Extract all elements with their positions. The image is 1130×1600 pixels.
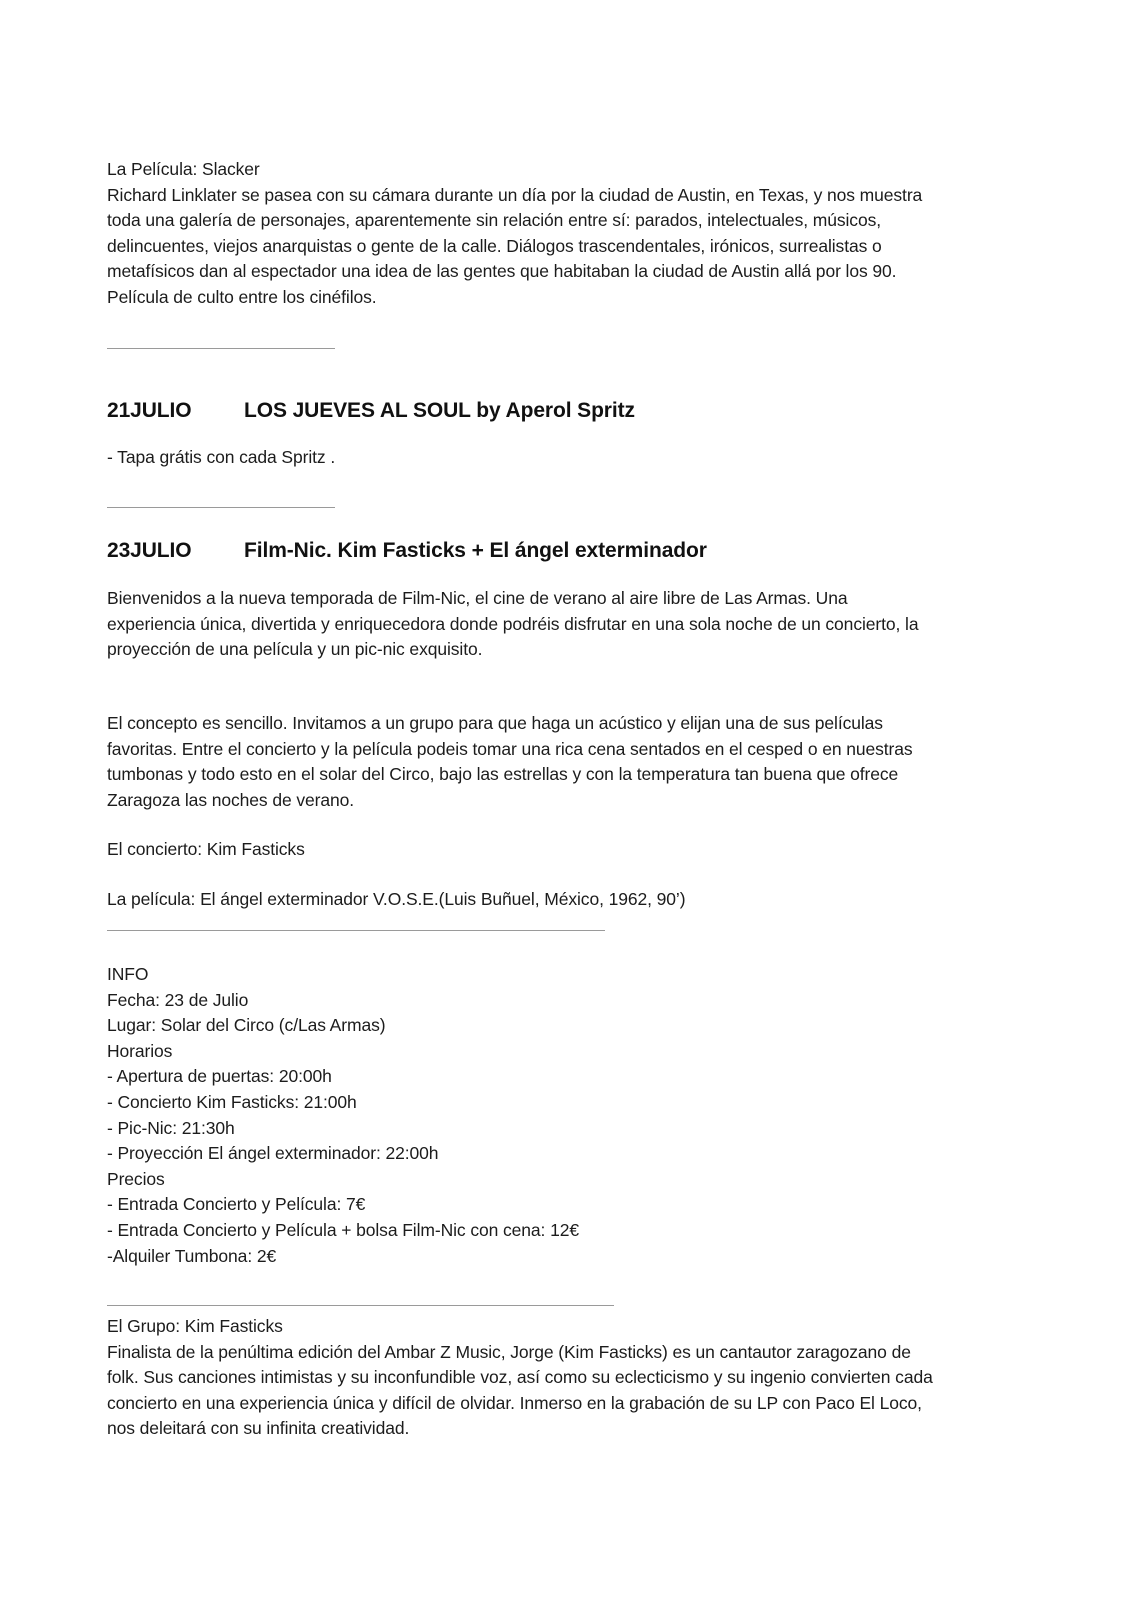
concept-line: Zaragoza las noches de verano. [107, 789, 355, 810]
intro-line: Bienvenidos a la nueva temporada de Film-Nic, el cine de verano al aire libre de Las Armas. Una [107, 588, 848, 608]
concept-line: tumbonas y todo esto en el solar del Circo, bajo las estrellas y con la temperatura tan buena que ofrece [107, 764, 899, 785]
slacker-section [107, 157, 1040, 311]
separator-line [107, 348, 335, 349]
slacker-line: toda una galería de personajes, aparentemente sin relación entre sí: parados, intelectuales, músicos, [107, 210, 881, 231]
info-section [107, 962, 1040, 1269]
slacker-line: Película de culto entre los cinéfilos. [107, 286, 377, 307]
separator-line [107, 507, 335, 508]
info-line: - Concierto Kim Fasticks: 21:00h [107, 1091, 357, 1112]
film-text: La película: El ángel exterminador V.O.S.E.(Luis Buñuel, México, 1962, 90’) [107, 889, 686, 909]
info-line: -Alquiler Tumbona: 2€ [107, 1245, 277, 1266]
concept-line: El concepto es sencillo. Invitamos a un grupo para que haga un acústico y elijan una de sus películas [107, 713, 883, 733]
info-line: Precios [107, 1168, 165, 1189]
group-line: concierto en una experiencia única y difícil de olvidar. Inmerso en la grabación de su LP con Paco El Loco, [107, 1392, 922, 1413]
event-heading [107, 538, 707, 564]
info-line: - Proyección El ángel exterminador: 22:00h [107, 1143, 439, 1164]
group-line: folk. Sus canciones intimistas y su inconfundible voz, así como su eclecticismo y su ingenio convierten cada [107, 1367, 933, 1388]
film-info [107, 887, 1040, 913]
event-heading [107, 398, 635, 424]
slacker-line: metafísicos dan al espectador una idea de las gentes que habitaban la ciudad de Austin allá por los 90. [107, 261, 897, 282]
separator-line [107, 1305, 614, 1306]
info-line: Horarios [107, 1040, 173, 1061]
info-line: - Entrada Concierto y Película: 7€ [107, 1194, 366, 1215]
separator-line [107, 930, 605, 931]
slacker-line: Richard Linklater se pasea con su cámara durante un día por la ciudad de Austin, en Texas, y nos muestra [107, 184, 923, 205]
info-line: Fecha: 23 de Julio [107, 989, 249, 1010]
concert-info [107, 837, 1040, 863]
event-note [107, 445, 1040, 471]
group-line: Finalista de la penúltima edición del Ambar Z Music, Jorge (Kim Fasticks) es un cantautor zaragozano de [107, 1341, 911, 1362]
group-line: nos deleitará con su infinita creatividad. [107, 1418, 410, 1439]
event-title: Film-Nic. Kim Fasticks + El ángel exterminador [244, 539, 707, 562]
event-date: 21JULIO [107, 399, 192, 422]
slacker-title: La Película: Slacker [107, 159, 260, 179]
info-heading: INFO [107, 964, 149, 984]
event-title: LOS JUEVES AL SOUL by Aperol Spritz [244, 399, 635, 422]
group-title: El Grupo: Kim Fasticks [107, 1316, 283, 1336]
info-line: Lugar: Solar del Circo (c/Las Armas) [107, 1015, 386, 1036]
event-note-text: - Tapa grátis con cada Spritz . [107, 447, 336, 467]
event-concept [107, 711, 1040, 813]
info-line: - Apertura de puertas: 20:00h [107, 1066, 332, 1087]
event-date: 23JULIO [107, 539, 192, 562]
info-line: - Entrada Concierto y Película + bolsa Film-Nic con cena: 12€ [107, 1219, 579, 1240]
concept-line: favoritas. Entre el concierto y la película podeis tomar una rica cena sentados en el cesped o en nuestras [107, 738, 913, 759]
concert-text: El concierto: Kim Fasticks [107, 839, 305, 859]
intro-line: proyección de una película y un pic-nic exquisito. [107, 639, 483, 660]
slacker-line: delincuentes, viejos anarquistas o gente de la calle. Diálogos trascendentales, irónicos, surrealistas o [107, 235, 882, 256]
group-section [107, 1314, 1040, 1442]
intro-line: experiencia única, divertida y enriquecedora donde podréis disfrutar en una sola noche de un concierto, la [107, 613, 919, 634]
info-line: - Pic-Nic: 21:30h [107, 1117, 235, 1138]
event-intro [107, 586, 1040, 663]
